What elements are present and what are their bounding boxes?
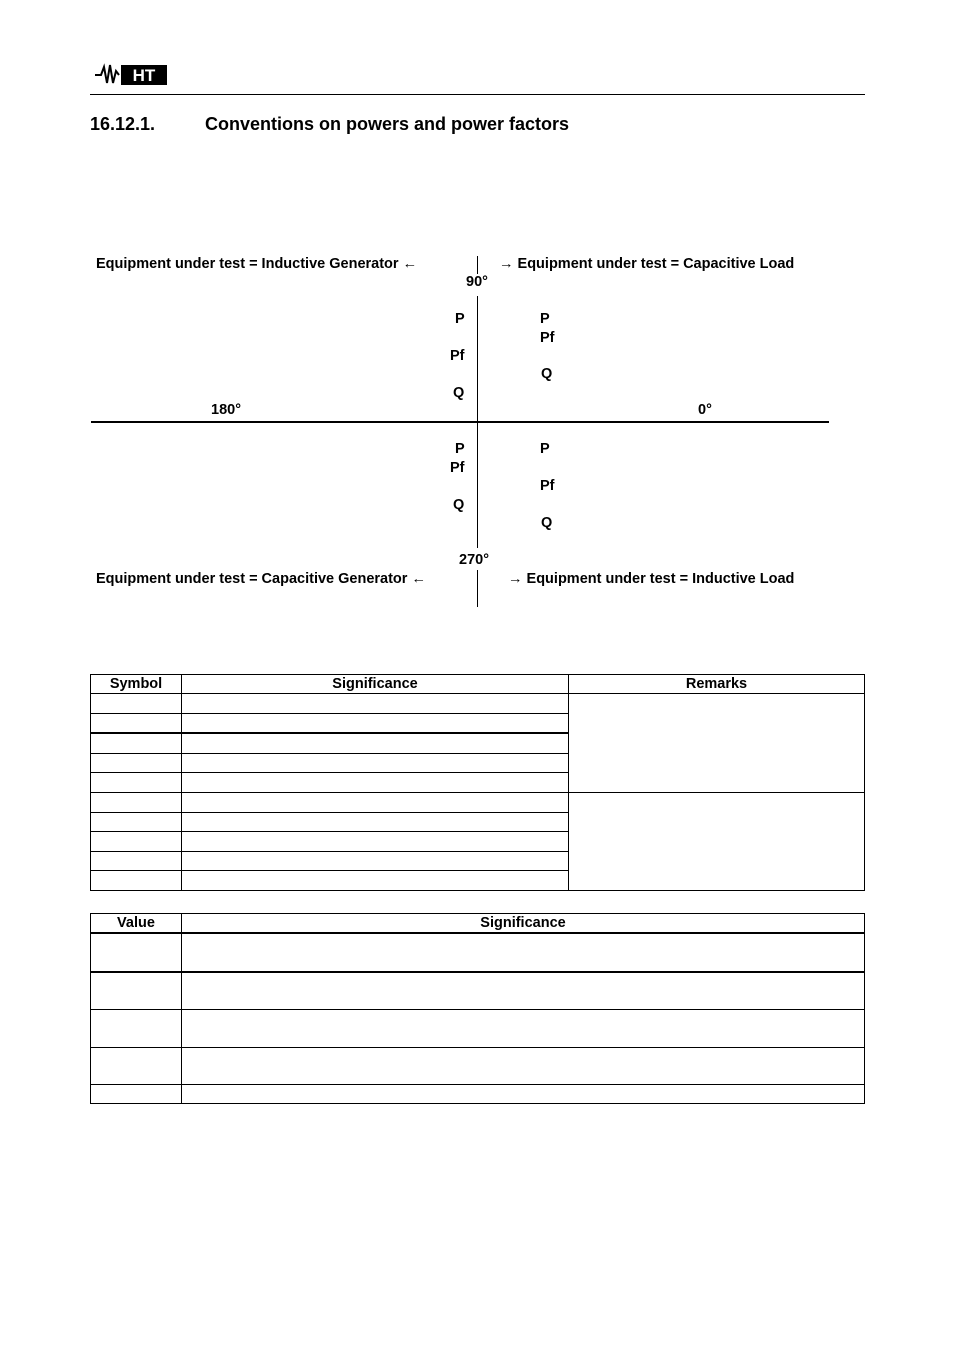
values-table [90,913,865,1104]
angle-90: 90° [466,274,488,290]
table-row [91,694,865,714]
axis-tick-top [477,256,478,274]
header-remarks: Remarks [569,675,865,694]
q1-pf: Pf [540,330,555,346]
header-significance: Significance [182,914,865,934]
q3-q: Q [453,497,465,513]
section-number: 16.12.1. [90,114,156,134]
angle-0: 0° [698,402,712,418]
header-rule [90,94,865,95]
table-row [91,1085,865,1104]
table-row [91,1047,865,1085]
header-symbol: Symbol [91,675,182,694]
remarks-cell [569,792,865,890]
table-header-row [91,675,865,694]
ht-logo [93,61,173,89]
bottom-left-label: Equipment under test = Capacitive Generator ← [96,571,426,587]
section-title: Conventions on powers and power factors [205,114,570,134]
table-row [91,792,865,812]
angle-270: 270° [459,552,489,568]
symbols-table [90,674,865,891]
q4-q: Q [541,515,553,531]
q2-q: Q [453,385,465,401]
bottom-right-label: → Equipment under test = Inductive Load [508,571,795,587]
table-row [91,1010,865,1048]
header-significance: Significance [182,675,569,694]
remarks-cell [569,694,865,793]
q1-q: Q [541,366,553,382]
q3-pf: Pf [450,460,465,476]
table-row [91,972,865,1010]
q2-p: P [455,311,465,327]
top-left-label: Equipment under test = Inductive Generator ← [96,256,418,272]
angle-180: 180° [211,402,241,418]
q4-pf: Pf [540,478,555,494]
q2-pf: Pf [450,348,465,364]
horizontal-axis [91,421,829,423]
table-header-row [91,914,865,934]
q4-p: P [540,441,550,457]
axis-tick-bottom [477,570,478,607]
top-right-label: → Equipment under test = Capacitive Load [499,256,795,272]
logo-text: HT [132,66,156,85]
table-row [91,933,865,972]
header-value: Value [91,914,182,934]
q3-p: P [455,441,465,457]
q1-p: P [540,311,550,327]
